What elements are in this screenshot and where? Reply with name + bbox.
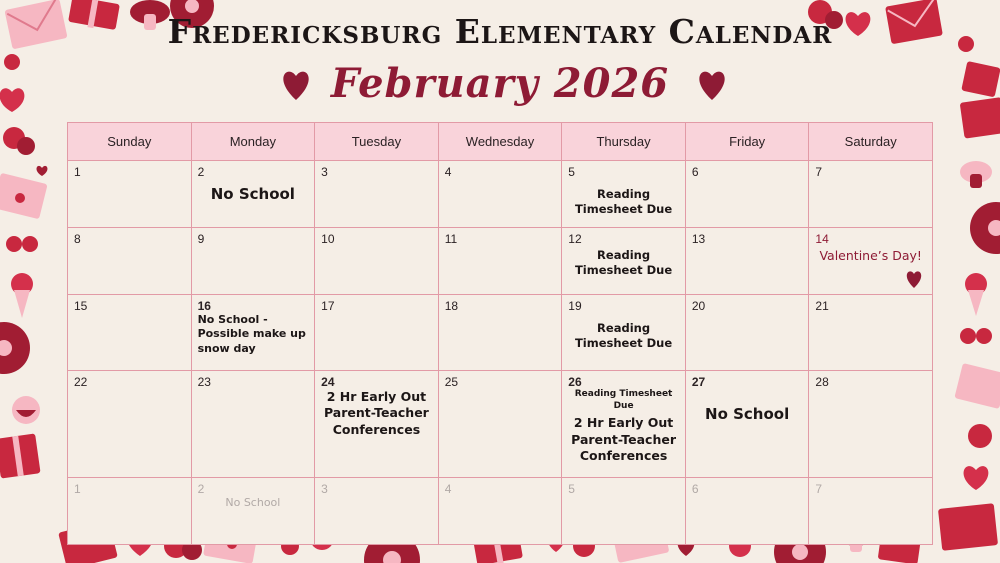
day-number: 22 [74, 375, 88, 389]
day-number: 5 [568, 165, 575, 179]
day-cell [562, 295, 686, 371]
day-cell [315, 161, 439, 228]
event-text: 2 Hr Early Out Parent-Teacher Conferences [571, 415, 676, 463]
day-cell [192, 371, 316, 478]
day-cell [562, 161, 686, 228]
day-number: 6 [691, 482, 699, 496]
day-cell [439, 161, 563, 228]
day-number: 10 [321, 232, 335, 246]
day-cell [68, 161, 192, 228]
day-number: 1 [74, 482, 81, 496]
day-number: 5 [568, 482, 575, 496]
day-cell [809, 371, 933, 478]
weekday-header-tuesday: Tuesday [315, 123, 439, 161]
day-cell [68, 371, 192, 478]
day-number: 3 [321, 482, 328, 496]
day-number: 3 [321, 165, 328, 179]
rose-bouquet-icon [968, 424, 992, 448]
day-cell [68, 295, 192, 371]
day-cell [562, 228, 686, 295]
heart-icon [902, 268, 926, 290]
day-number: 4 [444, 165, 452, 179]
weekday-header-thursday: Thursday [562, 123, 686, 161]
cherry-icon [6, 236, 22, 252]
day-number: 28 [815, 375, 829, 389]
weekday-header-friday: Friday [686, 123, 810, 161]
heart-icon [692, 64, 732, 104]
calendar-grid [67, 122, 933, 545]
day-cell [439, 478, 563, 545]
day-number: 24 [321, 375, 335, 389]
day-number: 1 [74, 165, 81, 179]
event-text: No School [225, 496, 281, 509]
day-number: 20 [691, 299, 706, 313]
day-cell [315, 295, 439, 371]
envelope-icon [938, 503, 998, 551]
event-text: Valentine’s Day! [819, 248, 922, 263]
day-number: 25 [444, 375, 459, 389]
day-number: 7 [815, 482, 823, 496]
day-number: 2 [197, 165, 205, 179]
month-year-subtitle: February 2026 [330, 60, 670, 107]
day-cell [192, 478, 316, 545]
day-cell [68, 478, 192, 545]
day-cell [686, 228, 810, 295]
day-cell [562, 371, 686, 478]
day-number: 18 [444, 299, 459, 313]
day-number: 9 [197, 232, 205, 246]
day-number: 14 [815, 232, 829, 246]
day-number: 23 [197, 375, 211, 389]
day-number: 16 [197, 299, 211, 313]
day-cell [686, 371, 810, 478]
event-text: Reading Timesheet Due [574, 248, 673, 277]
mushroom-icon [960, 161, 992, 188]
event-text: 2 Hr Early Out Parent-Teacher Conferences [323, 389, 429, 437]
ice-cream-icon [965, 273, 987, 316]
day-number: 4 [444, 482, 452, 496]
vinyl-record-icon [970, 202, 1000, 254]
potion-icon [12, 396, 40, 424]
day-number: 19 [568, 299, 582, 313]
day-cell [809, 478, 933, 545]
day-number: 26 [568, 375, 582, 389]
day-cell [809, 228, 933, 295]
weekday-header-saturday: Saturday [809, 123, 933, 161]
day-cell [809, 161, 933, 228]
day-cell [809, 295, 933, 371]
day-cell [315, 371, 439, 478]
day-cell [439, 371, 563, 478]
day-cell [439, 295, 563, 371]
day-number: 12 [568, 232, 582, 246]
event-text: Reading Timesheet Due [574, 321, 673, 350]
day-cell [315, 478, 439, 545]
event-text: Reading Timesheet Due [574, 187, 673, 216]
event-text: Reading Timesheet Due [574, 389, 673, 411]
day-cell [68, 228, 192, 295]
heart-icon [964, 466, 989, 490]
event-text: No School [705, 405, 790, 423]
day-number: 27 [691, 375, 706, 389]
day-number: 2 [197, 482, 205, 496]
rose-bouquet-icon [3, 127, 35, 155]
weekday-header-monday: Monday [192, 123, 316, 161]
event-text: No School [210, 185, 295, 203]
cherry-icon [960, 328, 976, 344]
day-number: 8 [74, 232, 81, 246]
day-cell [686, 478, 810, 545]
day-cell [192, 228, 316, 295]
day-cell [315, 228, 439, 295]
gift-icon [0, 433, 41, 478]
envelope-icon [0, 173, 48, 220]
event-text: No School - Possible make up snow day [197, 313, 306, 355]
vinyl-record-icon [0, 322, 30, 374]
day-cell [562, 478, 686, 545]
day-number: 7 [815, 165, 823, 179]
weekday-header-sunday: Sunday [68, 123, 192, 161]
day-number: 15 [74, 299, 88, 313]
day-number: 13 [691, 232, 706, 246]
day-cell [192, 161, 316, 228]
small-heart-icon [37, 166, 48, 176]
day-cell [439, 228, 563, 295]
day-cell [686, 161, 810, 228]
day-number: 17 [321, 299, 335, 313]
ice-cream-icon [11, 273, 33, 318]
day-number: 11 [444, 232, 458, 246]
weekday-header-wednesday: Wednesday [439, 123, 563, 161]
day-number: 6 [691, 165, 699, 179]
day-cell [192, 295, 316, 371]
envelope-icon [954, 363, 1000, 409]
day-number: 21 [815, 299, 829, 313]
day-cell [686, 295, 810, 371]
page-title: Fredericksburg Elementary Calendar [167, 12, 833, 51]
